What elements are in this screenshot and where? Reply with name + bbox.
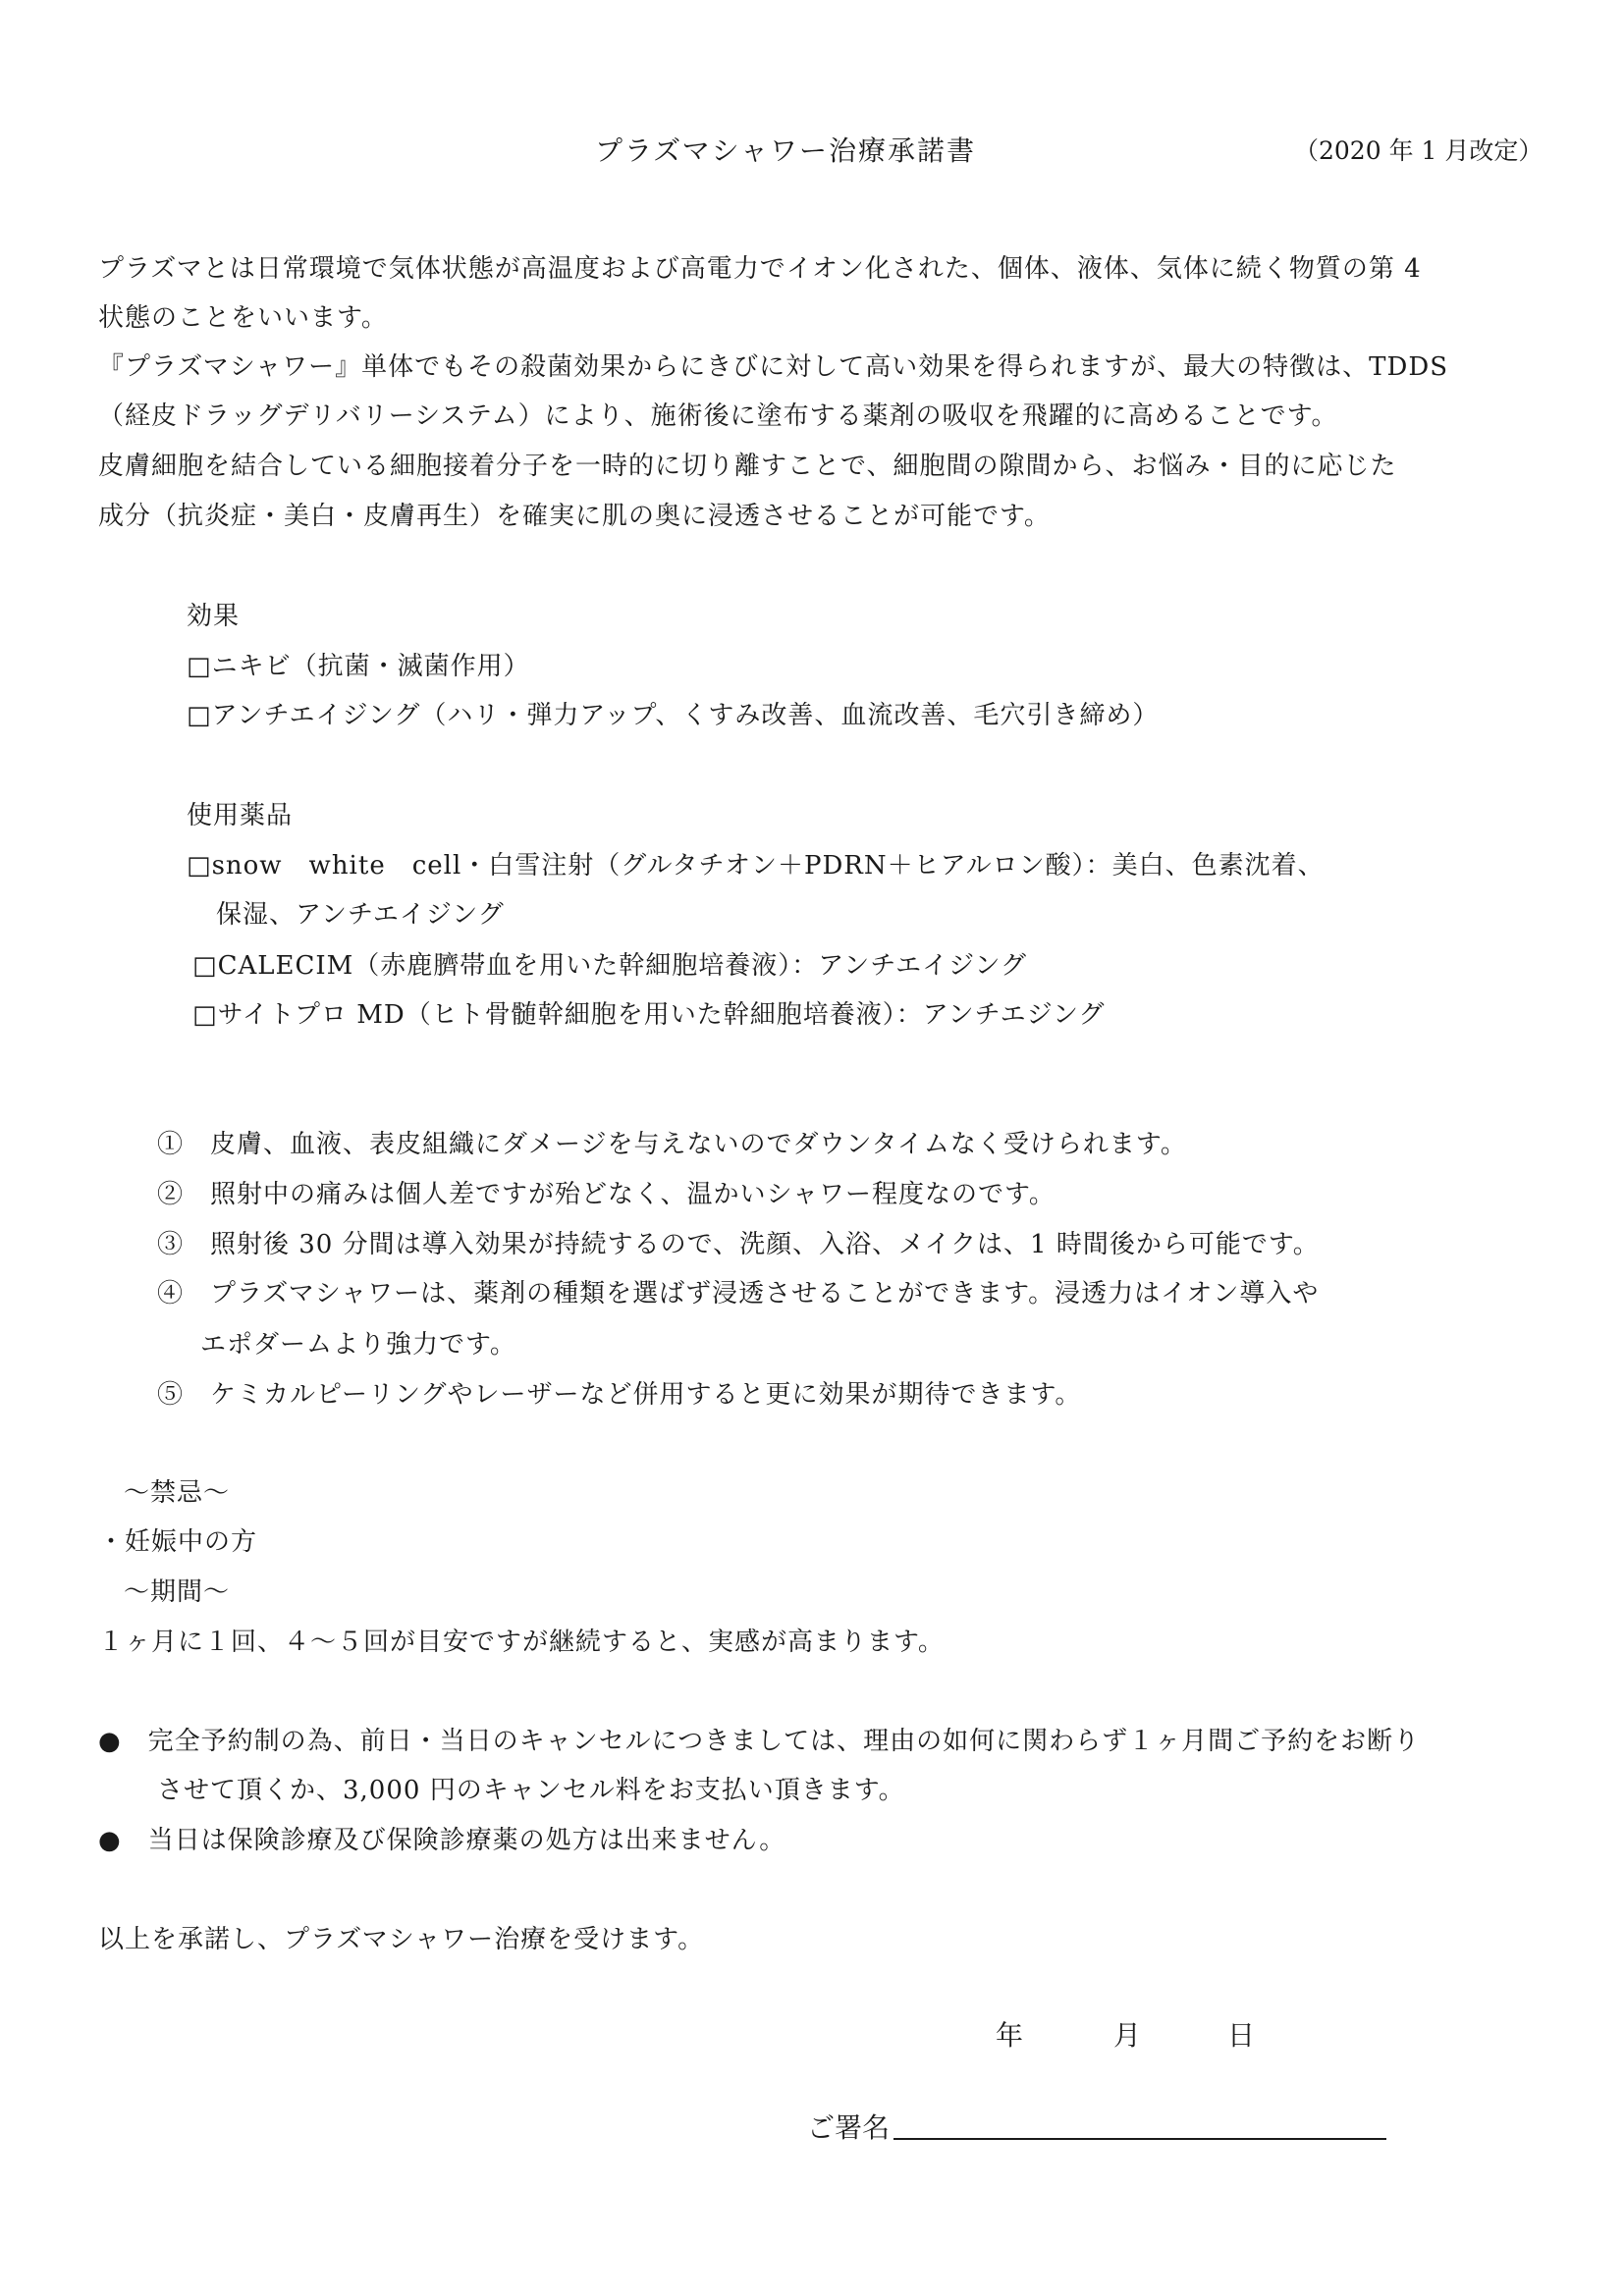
intro-line: 状態のことをいいます。 (98, 303, 388, 333)
point-item: ① 皮膚、血液、表皮組織にダメージを与えないのでダウンタイムなく受けられます。 (157, 1130, 1187, 1159)
revision-date: （2020 年 1 月改定） (1294, 136, 1543, 165)
point-item: ③ 照射後 30 分間は導入効果が持続するので、洗顔、入浴、メイクは、1 時間後から可能です。 (157, 1230, 1320, 1259)
notice-item: ● 当日は保険診療及び保険診療薬の処方は出来ません。 (98, 1826, 786, 1855)
date-month-label: 月 (1113, 2019, 1142, 2052)
drug-checkbox-item: □サイトプロ MD（ヒト骨髄幹細胞を用いた幹細胞培養液）：アンチエジング (192, 1000, 1106, 1030)
consent-statement: 以上を承諾し、プラズマシャワー治療を受けます。 (98, 1925, 705, 1954)
intro-line: プラズマとは日常環境で気体状態が高温度および高電力でイオン化された、個体、液体、気体に続く物質の第 4 (98, 254, 1422, 284)
document-title: プラズマシャワー治療承諾書 (595, 134, 977, 167)
drug-checkbox-item: □snow white cell・白雪注射（グルタチオン＋PDRN＋ヒアルロン酸）：美白、色素沈着、 (187, 851, 1325, 881)
point-item: ② 照射中の痛みは個人差ですが殆どなく、温かいシャワー程度なのです。 (157, 1180, 1056, 1209)
notice-item: ● 完全予約制の為、前日・当日のキャンセルにつきましては、理由の如何に関わらず１ヶ月間ご予約をお断り (98, 1727, 1421, 1756)
drug-checkbox-item: □CALECIM（赤鹿臍帯血を用いた幹細胞培養液）：アンチエイジング (192, 951, 1028, 981)
effects-heading: 効果 (187, 602, 241, 631)
drugs-heading: 使用薬品 (187, 801, 294, 830)
effect-checkbox-item: □ニキビ（抗菌・滅菌作用） (187, 652, 530, 681)
signature-label: ご署名 (807, 2111, 891, 2144)
point-item: ④ プラズマシャワーは、薬剤の種類を選ばず浸透させることができます。浸透力はイオン導入や (157, 1279, 1320, 1308)
period-text: １ヶ月に１回、４～５回が目安ですが継続すると、実感が高まります。 (98, 1628, 945, 1657)
effect-checkbox-item: □アンチエイジング（ハリ・弾力アップ、くすみ改善、血流改善、毛穴引き締め） (187, 701, 1160, 730)
contraindication-item: ・妊娠中の方 (98, 1527, 258, 1557)
contraindications-heading: ～禁忌～ (124, 1478, 231, 1508)
date-year-label: 年 (996, 2019, 1024, 2052)
signature-line[interactable] (893, 2138, 1386, 2140)
period-heading: ～期間～ (124, 1577, 231, 1607)
date-day-label: 日 (1227, 2019, 1256, 2052)
drug-item-continuation: 保湿、アンチエイジング (216, 900, 505, 930)
intro-line: 『プラズマシャワー』単体でもその殺菌効果からにきびに対して高い効果を得られますが、最大の特徴は、TDDS (98, 352, 1449, 382)
point-item-continuation: エポダームより強力です。 (200, 1330, 516, 1360)
point-item: ⑤ ケミカルピーリングやレーザーなど併用すると更に効果が期待できます。 (157, 1380, 1082, 1410)
notice-item-continuation: させて頂くか、3,000 円のキャンセル料をお支払い頂きます。 (157, 1776, 905, 1805)
intro-line: 成分（抗炎症・美白・皮膚再生）を確実に肌の奥に浸透させることが可能です。 (98, 502, 1051, 531)
intro-line: （経皮ドラッグデリバリーシステム）により、施術後に塗布する薬剤の吸収を飛躍的に高めることです。 (98, 401, 1338, 431)
intro-line: 皮膚細胞を結合している細胞接着分子を一時的に切り離すことで、細胞間の隙間から、お悩み・目的に応じた (98, 452, 1397, 481)
